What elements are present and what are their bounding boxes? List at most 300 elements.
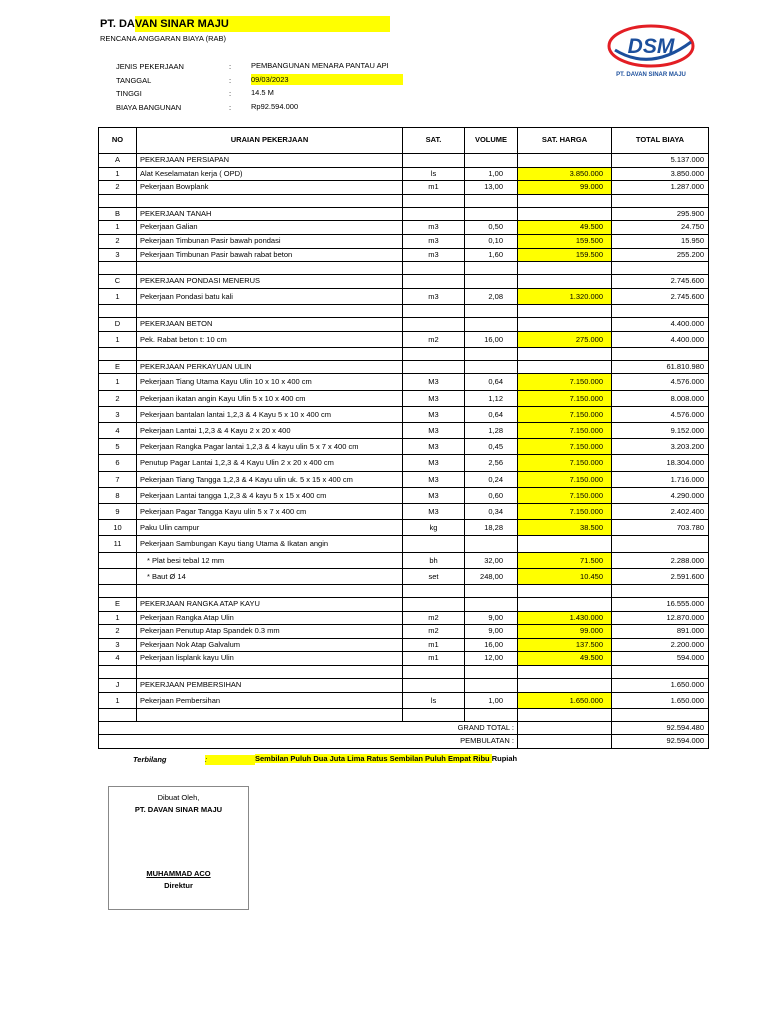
cell-volume: 2,08 bbox=[465, 288, 518, 304]
cell-sat bbox=[403, 360, 465, 374]
empty-cell bbox=[612, 347, 709, 360]
cell-volume: 18,28 bbox=[465, 520, 518, 536]
cell-uraian: PEKERJAAN BETON bbox=[137, 317, 403, 331]
cell-harga: 7.150.000 bbox=[518, 471, 612, 487]
cell-no bbox=[99, 552, 137, 568]
cell-uraian: * Plat besi tebal 12 mm bbox=[137, 552, 403, 568]
company-title-highlighted: VAN SINAR MAJU bbox=[135, 16, 390, 32]
table-row bbox=[99, 568, 709, 584]
empty-cell bbox=[137, 665, 403, 678]
cell-total: 295.900 bbox=[612, 207, 709, 221]
cell-uraian: Alat Keselamatan kerja ( OPD) bbox=[137, 167, 403, 181]
cell-volume: 1,12 bbox=[465, 390, 518, 406]
empty-cell bbox=[518, 584, 612, 597]
empty-cell bbox=[612, 194, 709, 207]
cell-uraian: Pekerjaan Lantai 1,2,3 & 4 Kayu 2 x 20 x 400 bbox=[137, 422, 403, 438]
cell-no: E bbox=[99, 597, 137, 611]
cell-harga: 49.500 bbox=[518, 221, 612, 235]
cell-harga: 1.650.000 bbox=[518, 692, 612, 708]
cell-uraian: Pekerjaan Pembersihan bbox=[137, 692, 403, 708]
cell-sat bbox=[403, 154, 465, 168]
cell-total: 18.304.000 bbox=[612, 455, 709, 471]
cell-harga: 7.150.000 bbox=[518, 374, 612, 390]
info-colon: : bbox=[229, 103, 232, 112]
cell-total: 15.950 bbox=[612, 234, 709, 248]
cell-no: B bbox=[99, 207, 137, 221]
cell-no: 4 bbox=[99, 422, 137, 438]
cell-uraian: Pekerjaan Tiang Utama Kayu Ulin 10 x 10 x 400 cm bbox=[137, 374, 403, 390]
company-logo bbox=[605, 20, 697, 82]
cell-harga: 7.150.000 bbox=[518, 406, 612, 422]
cell-sat: m1 bbox=[403, 181, 465, 195]
empty-cell bbox=[137, 194, 403, 207]
cell-sat: M3 bbox=[403, 422, 465, 438]
cell-harga bbox=[518, 678, 612, 692]
grand-total-row bbox=[99, 721, 709, 735]
cell-no: 4 bbox=[99, 652, 137, 666]
cell-sat: m3 bbox=[403, 234, 465, 248]
table-row bbox=[99, 652, 709, 666]
cell-uraian: Pekerjaan Rangka Pagar lantai 1,2,3 & 4 kayu ulin 5 x 7 x 400 cm bbox=[137, 439, 403, 455]
empty-cell bbox=[137, 347, 403, 360]
rab-table bbox=[98, 127, 709, 749]
table-row bbox=[99, 455, 709, 471]
terbilang-text bbox=[255, 753, 517, 765]
table-row bbox=[99, 520, 709, 536]
cell-sat: M3 bbox=[403, 406, 465, 422]
terbilang-text-highlighted: Sembilan Puluh Dua Juta Lima Ratus Sembilan Puluh Empat Ribu bbox=[255, 754, 492, 763]
table-row bbox=[99, 207, 709, 221]
table-row bbox=[99, 597, 709, 611]
cell-uraian: Pekerjaan Lantai tangga 1,2,3 & 4 kayu 5 x 15 x 400 cm bbox=[137, 487, 403, 503]
cell-total: 5.137.000 bbox=[612, 154, 709, 168]
cell-no bbox=[99, 568, 137, 584]
cell-harga: 99.000 bbox=[518, 181, 612, 195]
cell-uraian: Penutup Pagar Lantai 1,2,3 & 4 Kayu Ulin 2 x 20 x 400 cm bbox=[137, 455, 403, 471]
empty-cell bbox=[403, 708, 465, 721]
empty-cell bbox=[403, 304, 465, 317]
rounding-row bbox=[99, 735, 709, 749]
cell-uraian: Pekerjaan Pondasi batu kali bbox=[137, 288, 403, 304]
cell-harga bbox=[518, 207, 612, 221]
empty-cell bbox=[403, 665, 465, 678]
cell-no: 1 bbox=[99, 611, 137, 625]
cell-volume: 9,00 bbox=[465, 611, 518, 625]
cell-sat bbox=[403, 317, 465, 331]
cell-sat: m1 bbox=[403, 652, 465, 666]
empty-cell bbox=[518, 262, 612, 275]
cell-uraian: Pekerjaan Bowplank bbox=[137, 181, 403, 195]
cell-uraian: PEKERJAAN TANAH bbox=[137, 207, 403, 221]
cell-sat: m3 bbox=[403, 288, 465, 304]
info-label-biaya: BIAYA BANGUNAN bbox=[116, 103, 182, 112]
cell-harga bbox=[518, 275, 612, 289]
table-row bbox=[99, 360, 709, 374]
cell-harga bbox=[518, 360, 612, 374]
cell-uraian: Pekerjaan Galian bbox=[137, 221, 403, 235]
signature-box bbox=[108, 786, 249, 910]
company-title bbox=[100, 16, 402, 32]
cell-sat bbox=[403, 207, 465, 221]
signature-position: Direktur bbox=[164, 881, 193, 890]
cell-no: 1 bbox=[99, 331, 137, 347]
cell-no: 2 bbox=[99, 390, 137, 406]
cell-volume: 0,64 bbox=[465, 374, 518, 390]
info-label-tanggal: TANGGAL bbox=[116, 76, 152, 85]
table-row bbox=[99, 638, 709, 652]
empty-cell bbox=[99, 194, 137, 207]
cell-volume: 32,00 bbox=[465, 552, 518, 568]
document-subtitle: RENCANA ANGGARAN BIAYA (RAB) bbox=[100, 34, 227, 43]
cell-sat: M3 bbox=[403, 487, 465, 503]
table-row bbox=[99, 275, 709, 289]
cell-volume: 1,28 bbox=[465, 422, 518, 438]
cell-no: 3 bbox=[99, 638, 137, 652]
terbilang-label: Terbilang bbox=[133, 755, 167, 764]
cell-harga: 7.150.000 bbox=[518, 503, 612, 519]
cell-volume: 1,00 bbox=[465, 167, 518, 181]
empty-cell bbox=[612, 584, 709, 597]
cell-volume bbox=[465, 536, 518, 552]
cell-volume bbox=[465, 597, 518, 611]
cell-uraian: PEKERJAAN PERSIAPAN bbox=[137, 154, 403, 168]
cell-uraian: Pekerjaan Sambungan Kayu tiang Utama & Ikatan angin bbox=[137, 536, 403, 552]
cell-uraian: PEKERJAAN PEMBERSIHAN bbox=[137, 678, 403, 692]
cell-total: 12.870.000 bbox=[612, 611, 709, 625]
blank-row bbox=[99, 262, 709, 275]
cell-no: 9 bbox=[99, 503, 137, 519]
cell-sat: m1 bbox=[403, 638, 465, 652]
empty-cell bbox=[99, 304, 137, 317]
cell-volume: 2,56 bbox=[465, 455, 518, 471]
signature-company: PT. DAVAN SINAR MAJU bbox=[134, 805, 223, 814]
cell-volume: 0,24 bbox=[465, 471, 518, 487]
empty-cell bbox=[137, 708, 403, 721]
empty-cell bbox=[403, 347, 465, 360]
cell-total: 4.290.000 bbox=[612, 487, 709, 503]
info-value-tinggi: 14.5 M bbox=[251, 88, 274, 97]
cell-no: 6 bbox=[99, 455, 137, 471]
empty-cell bbox=[465, 665, 518, 678]
cell-volume: 12,00 bbox=[465, 652, 518, 666]
cell-no: A bbox=[99, 154, 137, 168]
cell-sat: M3 bbox=[403, 390, 465, 406]
cell-total: 2.200.000 bbox=[612, 638, 709, 652]
empty-cell bbox=[518, 194, 612, 207]
cell-uraian: PEKERJAAN PONDASI MENERUS bbox=[137, 275, 403, 289]
empty-cell bbox=[465, 708, 518, 721]
table-row bbox=[99, 611, 709, 625]
info-value-jenis: PEMBANGUNAN MENARA PANTAU API bbox=[251, 61, 389, 70]
cell-uraian: PEKERJAAN RANGKA ATAP KAYU bbox=[137, 597, 403, 611]
cell-sat: m2 bbox=[403, 625, 465, 639]
cell-total: 1.716.000 bbox=[612, 471, 709, 487]
cell-total: 8.008.000 bbox=[612, 390, 709, 406]
signature-made-by: Dibuat Oleh, bbox=[157, 793, 200, 802]
cell-total: 703.780 bbox=[612, 520, 709, 536]
cell-no: 1 bbox=[99, 374, 137, 390]
cell-uraian: Pekerjaan Timbunan Pasir bawah pondasi bbox=[137, 234, 403, 248]
cell-volume: 0,34 bbox=[465, 503, 518, 519]
cell-total: 2.745.600 bbox=[612, 275, 709, 289]
empty-cell bbox=[99, 708, 137, 721]
empty-cell bbox=[518, 708, 612, 721]
grand-total-label: GRAND TOTAL : bbox=[99, 721, 518, 735]
cell-harga: 71.500 bbox=[518, 552, 612, 568]
cell-sat: bh bbox=[403, 552, 465, 568]
cell-total: 891.000 bbox=[612, 625, 709, 639]
company-title-prefix: PT. DA bbox=[100, 18, 135, 30]
cell-no: 2 bbox=[99, 625, 137, 639]
table-row bbox=[99, 406, 709, 422]
table-row bbox=[99, 154, 709, 168]
cell-harga bbox=[518, 536, 612, 552]
blank-row bbox=[99, 194, 709, 207]
cell-total: 61.810.980 bbox=[612, 360, 709, 374]
empty-cell bbox=[465, 194, 518, 207]
cell-harga: 49.500 bbox=[518, 652, 612, 666]
cell-no: 1 bbox=[99, 288, 137, 304]
grand-total-spacer bbox=[518, 721, 612, 735]
cell-volume: 1,00 bbox=[465, 692, 518, 708]
cell-total bbox=[612, 536, 709, 552]
table-row bbox=[99, 439, 709, 455]
empty-cell bbox=[612, 665, 709, 678]
cell-no: 1 bbox=[99, 692, 137, 708]
table-row bbox=[99, 374, 709, 390]
cell-total: 2.591.600 bbox=[612, 568, 709, 584]
cell-total: 16.555.000 bbox=[612, 597, 709, 611]
cell-sat bbox=[403, 678, 465, 692]
cell-total: 2.402.400 bbox=[612, 503, 709, 519]
info-label-tinggi: TINGGI bbox=[116, 89, 142, 98]
cell-uraian: * Baut Ø 14 bbox=[137, 568, 403, 584]
header-total: TOTAL BIAYA bbox=[612, 128, 709, 154]
cell-total: 1.650.000 bbox=[612, 678, 709, 692]
cell-uraian: Paku Ulin campur bbox=[137, 520, 403, 536]
cell-volume: 0,60 bbox=[465, 487, 518, 503]
cell-sat: M3 bbox=[403, 439, 465, 455]
cell-sat: m3 bbox=[403, 221, 465, 235]
cell-sat: m2 bbox=[403, 331, 465, 347]
cell-volume bbox=[465, 154, 518, 168]
cell-uraian: Pekerjaan ikatan angin Kayu Ulin 5 x 10 x 400 cm bbox=[137, 390, 403, 406]
cell-harga: 7.150.000 bbox=[518, 455, 612, 471]
cell-harga: 1.320.000 bbox=[518, 288, 612, 304]
cell-volume: 13,00 bbox=[465, 181, 518, 195]
signature-name: MUHAMMAD ACO bbox=[146, 869, 211, 878]
table-row bbox=[99, 248, 709, 262]
info-colon: : bbox=[229, 89, 232, 98]
cell-total: 4.576.000 bbox=[612, 406, 709, 422]
terbilang-text-tail: Rupiah bbox=[491, 754, 518, 763]
logo-text: DSM bbox=[627, 35, 675, 58]
cell-uraian: Pekerjaan bantalan lantai 1,2,3 & 4 Kayu 5 x 10 x 400 cm bbox=[137, 406, 403, 422]
cell-total: 24.750 bbox=[612, 221, 709, 235]
cell-no: 8 bbox=[99, 487, 137, 503]
empty-cell bbox=[612, 708, 709, 721]
empty-cell bbox=[99, 262, 137, 275]
cell-sat: kg bbox=[403, 520, 465, 536]
cell-no: 1 bbox=[99, 221, 137, 235]
cell-uraian: Pekerjaan Rangka Atap Ulin bbox=[137, 611, 403, 625]
table-row bbox=[99, 234, 709, 248]
cell-no: C bbox=[99, 275, 137, 289]
cell-volume: 16,00 bbox=[465, 638, 518, 652]
info-value-biaya: Rp92.594.000 bbox=[251, 102, 299, 111]
empty-cell bbox=[99, 665, 137, 678]
cell-harga bbox=[518, 597, 612, 611]
rounding-value: 92.594.000 bbox=[612, 735, 709, 749]
cell-sat: m2 bbox=[403, 611, 465, 625]
grand-total-value: 92.594.480 bbox=[612, 721, 709, 735]
empty-cell bbox=[465, 262, 518, 275]
cell-volume: 0,64 bbox=[465, 406, 518, 422]
table-row bbox=[99, 503, 709, 519]
cell-harga: 7.150.000 bbox=[518, 422, 612, 438]
cell-total: 4.400.000 bbox=[612, 317, 709, 331]
blank-row bbox=[99, 304, 709, 317]
cell-total: 4.576.000 bbox=[612, 374, 709, 390]
cell-sat: set bbox=[403, 568, 465, 584]
cell-no: 3 bbox=[99, 248, 137, 262]
empty-cell bbox=[518, 665, 612, 678]
cell-total: 255.200 bbox=[612, 248, 709, 262]
header-no: NO bbox=[99, 128, 137, 154]
empty-cell bbox=[465, 584, 518, 597]
cell-harga bbox=[518, 317, 612, 331]
info-value-tanggal: 09/03/2023 bbox=[251, 74, 403, 85]
rounding-spacer bbox=[518, 735, 612, 749]
table-row bbox=[99, 536, 709, 552]
terbilang-colon: : bbox=[205, 755, 255, 765]
empty-cell bbox=[518, 347, 612, 360]
cell-total: 4.400.000 bbox=[612, 331, 709, 347]
cell-uraian: Pek. Rabat beton t: 10 cm bbox=[137, 331, 403, 347]
table-row bbox=[99, 221, 709, 235]
table-row bbox=[99, 317, 709, 331]
cell-sat: M3 bbox=[403, 503, 465, 519]
cell-harga: 38.500 bbox=[518, 520, 612, 536]
empty-cell bbox=[403, 194, 465, 207]
cell-harga: 7.150.000 bbox=[518, 390, 612, 406]
header-harga: SAT. HARGA bbox=[518, 128, 612, 154]
cell-volume: 9,00 bbox=[465, 625, 518, 639]
cell-volume: 16,00 bbox=[465, 331, 518, 347]
table-row bbox=[99, 625, 709, 639]
cell-harga: 275.000 bbox=[518, 331, 612, 347]
table-row bbox=[99, 678, 709, 692]
cell-sat: m3 bbox=[403, 248, 465, 262]
cell-uraian: Pekerjaan Nok Atap Galvalum bbox=[137, 638, 403, 652]
cell-no: E bbox=[99, 360, 137, 374]
info-colon: : bbox=[229, 62, 232, 71]
cell-harga: 7.150.000 bbox=[518, 487, 612, 503]
cell-no: 2 bbox=[99, 234, 137, 248]
cell-harga: 7.150.000 bbox=[518, 439, 612, 455]
empty-cell bbox=[465, 304, 518, 317]
table-row bbox=[99, 181, 709, 195]
cell-sat bbox=[403, 275, 465, 289]
cell-volume bbox=[465, 207, 518, 221]
table-row bbox=[99, 390, 709, 406]
cell-no: J bbox=[99, 678, 137, 692]
cell-total: 3.203.200 bbox=[612, 439, 709, 455]
cell-no: 7 bbox=[99, 471, 137, 487]
cell-harga: 137.500 bbox=[518, 638, 612, 652]
header-volume: VOLUME bbox=[465, 128, 518, 154]
cell-volume: 0,50 bbox=[465, 221, 518, 235]
cell-sat: M3 bbox=[403, 471, 465, 487]
cell-volume bbox=[465, 678, 518, 692]
empty-cell bbox=[99, 584, 137, 597]
cell-total: 9.152.000 bbox=[612, 422, 709, 438]
empty-cell bbox=[612, 262, 709, 275]
cell-volume bbox=[465, 275, 518, 289]
cell-uraian: Pekerjaan Pagar Tangga Kayu ulin 5 x 7 x 400 cm bbox=[137, 503, 403, 519]
cell-volume: 248,00 bbox=[465, 568, 518, 584]
table-row bbox=[99, 487, 709, 503]
table-row bbox=[99, 331, 709, 347]
header-sat: SAT. bbox=[403, 128, 465, 154]
blank-row bbox=[99, 584, 709, 597]
cell-sat bbox=[403, 536, 465, 552]
cell-harga: 1.430.000 bbox=[518, 611, 612, 625]
header-uraian: URAIAN PEKERJAAN bbox=[137, 128, 403, 154]
info-colon: : bbox=[229, 76, 232, 85]
cell-volume: 0,45 bbox=[465, 439, 518, 455]
cell-uraian: PEKERJAAN PERKAYUAN ULIN bbox=[137, 360, 403, 374]
cell-total: 2.745.600 bbox=[612, 288, 709, 304]
cell-total: 1.287.000 bbox=[612, 181, 709, 195]
empty-cell bbox=[403, 584, 465, 597]
cell-harga: 10.450 bbox=[518, 568, 612, 584]
rounding-label: PEMBULATAN : bbox=[99, 735, 518, 749]
cell-total: 594.000 bbox=[612, 652, 709, 666]
dsm-logo-icon bbox=[605, 20, 697, 82]
cell-no: D bbox=[99, 317, 137, 331]
table-row bbox=[99, 288, 709, 304]
cell-harga bbox=[518, 154, 612, 168]
cell-harga: 159.500 bbox=[518, 234, 612, 248]
cell-volume: 0,10 bbox=[465, 234, 518, 248]
table-row bbox=[99, 422, 709, 438]
table-body bbox=[99, 154, 709, 722]
table-header-row bbox=[99, 128, 709, 154]
table-row bbox=[99, 692, 709, 708]
cell-total: 2.288.000 bbox=[612, 552, 709, 568]
cell-sat bbox=[403, 597, 465, 611]
cell-no: 2 bbox=[99, 181, 137, 195]
cell-no: 1 bbox=[99, 167, 137, 181]
table-row bbox=[99, 167, 709, 181]
table-row bbox=[99, 471, 709, 487]
cell-total: 3.850.000 bbox=[612, 167, 709, 181]
cell-volume bbox=[465, 360, 518, 374]
cell-no: 3 bbox=[99, 406, 137, 422]
cell-volume bbox=[465, 317, 518, 331]
cell-sat: ls bbox=[403, 167, 465, 181]
cell-sat: ls bbox=[403, 692, 465, 708]
empty-cell bbox=[137, 304, 403, 317]
empty-cell bbox=[612, 304, 709, 317]
cell-uraian: Pekerjaan Tiang Tangga 1,2,3 & 4 Kayu ulin uk. 5 x 15 x 400 cm bbox=[137, 471, 403, 487]
info-label-jenis: JENIS PEKERJAAN bbox=[116, 62, 184, 71]
empty-cell bbox=[137, 262, 403, 275]
cell-sat: M3 bbox=[403, 374, 465, 390]
empty-cell bbox=[518, 304, 612, 317]
cell-no: 10 bbox=[99, 520, 137, 536]
